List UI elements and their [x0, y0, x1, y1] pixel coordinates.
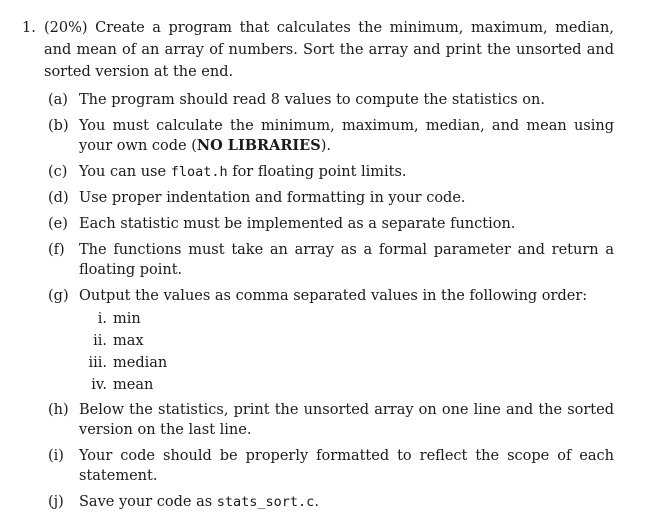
- requirement-label: (h): [48, 402, 69, 418]
- requirement-text-end: for floating point limits.: [227, 164, 407, 180]
- requirement-i: [48, 446, 614, 486]
- requirement-b: [48, 116, 614, 156]
- requirement-text: Your code should be properly formatted to reflect the scope of each statement.: [79, 448, 614, 484]
- requirement-text: You can use: [79, 164, 171, 180]
- requirement-label: (a): [48, 92, 68, 108]
- output-order-text: max: [113, 333, 144, 349]
- requirement-text: Below the statistics, print the unsorted array on one line and the sorted version on the last line.: [79, 402, 614, 438]
- requirement-label: (f): [48, 242, 65, 258]
- question-points: (20%): [44, 20, 88, 36]
- requirement-text: The functions must take an array as a formal parameter and return a floating point.: [79, 242, 614, 278]
- output-order-text: mean: [113, 377, 154, 393]
- requirement-label: (b): [48, 118, 69, 134]
- requirement-h: [48, 400, 614, 440]
- requirement-text: Save your code as: [79, 494, 217, 510]
- requirement-g: [48, 286, 614, 396]
- output-order-item: [79, 330, 614, 352]
- output-order-label: ii.: [93, 333, 107, 349]
- question-intro: [44, 17, 614, 83]
- output-order-text: min: [113, 311, 141, 327]
- output-order-item: [79, 308, 614, 330]
- requirement-text: Each statistic must be implemented as a separate function.: [79, 216, 516, 232]
- requirement-label: (i): [48, 448, 64, 464]
- requirement-emphasis: NO LIBRARIES: [196, 137, 321, 154]
- output-order-text: median: [113, 355, 168, 371]
- requirement-label: (d): [48, 190, 69, 206]
- requirement-label: (g): [48, 288, 69, 304]
- requirement-code: float.h: [170, 164, 228, 180]
- requirements-list: [48, 90, 614, 518]
- requirement-e: [48, 214, 614, 234]
- question-intro-text: Create a program that calculates the minimum, maximum, median, and mean of an array of numbers. Sort the array and print the unsorted and sorted version at the end.: [44, 20, 614, 80]
- requirement-a: [48, 90, 614, 110]
- output-order-label: i.: [97, 311, 107, 327]
- requirement-label: (c): [48, 164, 68, 180]
- requirement-c: [48, 162, 614, 182]
- requirement-text: You must calculate the minimum, maximum, median, and mean using your own code (: [79, 118, 614, 154]
- requirement-text: Output the values as comma separated values in the following order:: [79, 288, 588, 304]
- requirement-label: (j): [48, 494, 64, 510]
- output-order-label: iii.: [88, 355, 107, 371]
- requirement-text-end: ).: [320, 138, 331, 154]
- question-number: 1.: [22, 20, 36, 36]
- requirement-text: The program should read 8 values to compute the statistics on.: [79, 92, 545, 108]
- requirement-d: [48, 188, 614, 208]
- requirement-label: (e): [48, 216, 68, 232]
- output-order-item: [79, 374, 614, 396]
- requirement-f: [48, 240, 614, 280]
- requirement-text: Use proper indentation and formatting in your code.: [79, 190, 466, 206]
- output-order-item: [79, 352, 614, 374]
- requirement-code: stats_sort.c: [216, 494, 315, 510]
- output-order-list: [79, 308, 614, 396]
- requirement-text-end: .: [314, 494, 319, 510]
- requirement-j: [48, 492, 614, 512]
- output-order-label: iv.: [91, 377, 107, 393]
